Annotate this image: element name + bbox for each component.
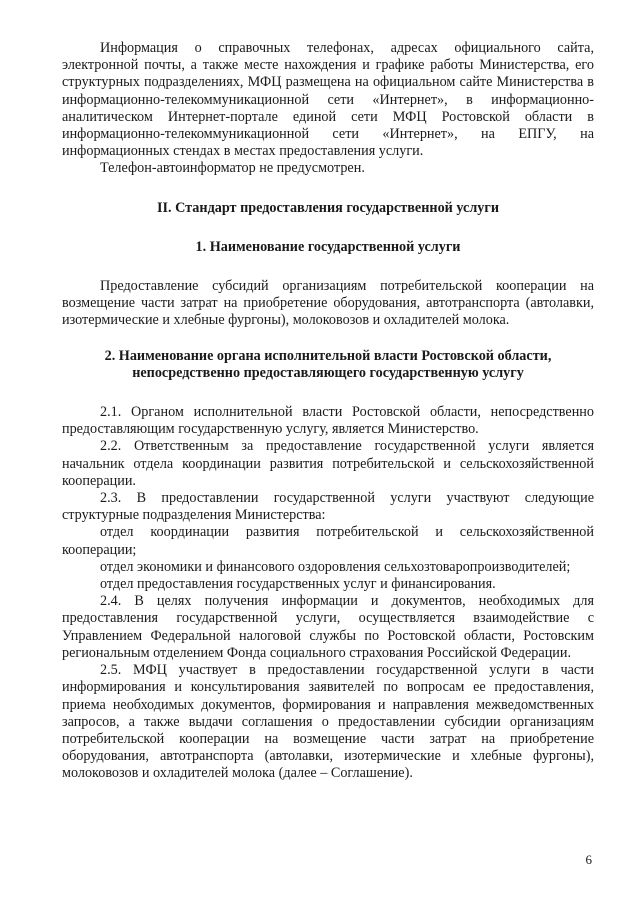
paragraph-2-4: 2.4. В целях получения информации и документов, необходимых для предоставления государственной услуги, осуществляется взаимодействие с Управлением Федеральной налоговой службы по Ростовской области, Ростовским региональным отделением Фонда социального страхования Российской Федерации. bbox=[62, 593, 594, 661]
section-title: II. Стандарт предоставления государственной услуги bbox=[156, 199, 500, 216]
paragraph-2-3: 2.3. В предоставлении государственной услуги участвуют следующие структурные подразделения Министерства: bbox=[62, 490, 594, 524]
department-3: отдел предоставления государственных услуг и финансирования. bbox=[100, 576, 496, 593]
service-name-paragraph: Предоставление субсидий организациям потребительской кооперации на возмещение части затрат на приобретение оборудования, автотранспорта (автолавки, изотермические и хлебные фургоны), молоковозов и охладителей молока. bbox=[62, 278, 594, 329]
subsection-2-title bbox=[62, 348, 594, 382]
page-number: 6 bbox=[585, 852, 592, 867]
phone-note: Телефон-автоинформатор не предусмотрен. bbox=[100, 160, 365, 177]
subsection-2-title-line2: непосредственно предоставляющего государственную услугу bbox=[132, 364, 524, 381]
department-1: отдел координации развития потребительской и сельскохозяйственной кооперации; bbox=[62, 524, 594, 558]
subsection-2-title-line1: 2. Наименование органа исполнительной власти Ростовской области, bbox=[104, 347, 552, 364]
document-page bbox=[62, 40, 594, 783]
intro-paragraph: Информация о справочных телефонах, адресах официального сайта, электронной почты, а также месте нахождения и графике работы Министерства, его структурных подразделениях, МФЦ размещена на официальном сайте Министерства в информационно-телекоммуникационной сети «Интернет», в информационно-аналитическом Интернет-портале единой сети МФЦ Ростовской области в информационно-телекоммуникационной сети «Интернет», на ЕПГУ, на информационных стендах в местах предоставления услуги. bbox=[62, 40, 594, 160]
paragraph-2-2: 2.2. Ответственным за предоставление государственной услуги является начальник отдела координации развития потребительской и сельскохозяйственной кооперации. bbox=[62, 438, 594, 489]
paragraph-2-1: 2.1. Органом исполнительной власти Ростовской области, непосредственно предоставляющим государственную услугу, является Министерство. bbox=[62, 404, 594, 438]
department-2: отдел экономики и финансового оздоровления сельхозтоваропроизводителей; bbox=[100, 558, 571, 575]
subsection-1-title: 1. Наименование государственной услуги bbox=[195, 238, 461, 255]
paragraph-2-5: 2.5. МФЦ участвует в предоставлении государственной услуги в части информирования и консультирования заявителей по вопросам ее предоставления, приема необходимых документов, формирования и направления межведомственных запросов, а также выдачи соглашения о предоставлении субсидии организациям потребительской кооперации на возмещение части затрат на приобретение оборудования, автотранспорта (автолавки, изотермические и хлебные фургоны), молоковозов и охладителей молока (далее – Соглашение). bbox=[62, 662, 594, 782]
